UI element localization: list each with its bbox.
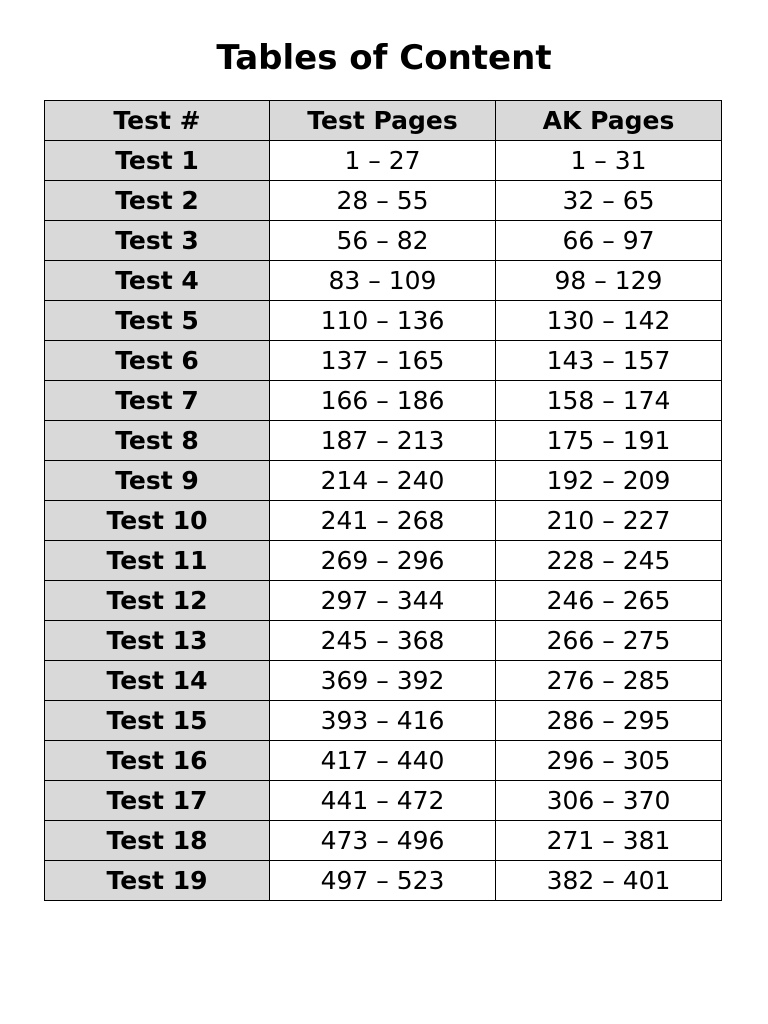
ak-pages-cell: 246 – 265 <box>496 581 722 621</box>
test-name-cell: Test 9 <box>45 461 270 501</box>
ak-pages-cell: 32 – 65 <box>496 181 722 221</box>
test-name-cell: Test 3 <box>45 221 270 261</box>
table-row <box>45 301 722 341</box>
test-name-cell: Test 17 <box>45 781 270 821</box>
test-pages-cell: 28 – 55 <box>270 181 496 221</box>
test-pages-cell: 1 – 27 <box>270 141 496 181</box>
table-row <box>45 661 722 701</box>
table-row <box>45 221 722 261</box>
test-pages-cell: 417 – 440 <box>270 741 496 781</box>
ak-pages-cell: 266 – 275 <box>496 621 722 661</box>
table-body <box>45 141 722 901</box>
table-row <box>45 541 722 581</box>
test-pages-cell: 214 – 240 <box>270 461 496 501</box>
ak-pages-cell: 306 – 370 <box>496 781 722 821</box>
test-name-cell: Test 4 <box>45 261 270 301</box>
test-pages-cell: 369 – 392 <box>270 661 496 701</box>
test-name-cell: Test 7 <box>45 381 270 421</box>
table-row <box>45 141 722 181</box>
test-pages-cell: 56 – 82 <box>270 221 496 261</box>
ak-pages-cell: 192 – 209 <box>496 461 722 501</box>
table-row <box>45 821 722 861</box>
ak-pages-cell: 276 – 285 <box>496 661 722 701</box>
table-row <box>45 781 722 821</box>
test-name-cell: Test 6 <box>45 341 270 381</box>
header-ak-pages: AK Pages <box>496 101 722 141</box>
test-pages-cell: 269 – 296 <box>270 541 496 581</box>
ak-pages-cell: 210 – 227 <box>496 501 722 541</box>
table-row <box>45 261 722 301</box>
test-name-cell: Test 19 <box>45 861 270 901</box>
test-pages-cell: 110 – 136 <box>270 301 496 341</box>
table-row <box>45 381 722 421</box>
ak-pages-cell: 271 – 381 <box>496 821 722 861</box>
test-pages-cell: 83 – 109 <box>270 261 496 301</box>
test-pages-cell: 241 – 268 <box>270 501 496 541</box>
test-name-cell: Test 12 <box>45 581 270 621</box>
test-pages-cell: 166 – 186 <box>270 381 496 421</box>
test-name-cell: Test 2 <box>45 181 270 221</box>
test-name-cell: Test 16 <box>45 741 270 781</box>
table-of-contents <box>44 100 722 901</box>
test-pages-cell: 245 – 368 <box>270 621 496 661</box>
ak-pages-cell: 98 – 129 <box>496 261 722 301</box>
test-pages-cell: 393 – 416 <box>270 701 496 741</box>
test-pages-cell: 441 – 472 <box>270 781 496 821</box>
table-row <box>45 501 722 541</box>
test-name-cell: Test 10 <box>45 501 270 541</box>
test-name-cell: Test 18 <box>45 821 270 861</box>
table-row <box>45 741 722 781</box>
test-pages-cell: 473 – 496 <box>270 821 496 861</box>
ak-pages-cell: 66 – 97 <box>496 221 722 261</box>
header-test-number: Test # <box>45 101 270 141</box>
test-pages-cell: 297 – 344 <box>270 581 496 621</box>
ak-pages-cell: 158 – 174 <box>496 381 722 421</box>
table-row <box>45 701 722 741</box>
table-header-row <box>45 101 722 141</box>
test-name-cell: Test 8 <box>45 421 270 461</box>
table-row <box>45 461 722 501</box>
page-title: Tables of Content <box>216 38 552 78</box>
test-name-cell: Test 13 <box>45 621 270 661</box>
test-name-cell: Test 11 <box>45 541 270 581</box>
header-test-pages: Test Pages <box>270 101 496 141</box>
test-pages-cell: 137 – 165 <box>270 341 496 381</box>
ak-pages-cell: 228 – 245 <box>496 541 722 581</box>
ak-pages-cell: 175 – 191 <box>496 421 722 461</box>
test-name-cell: Test 14 <box>45 661 270 701</box>
ak-pages-cell: 382 – 401 <box>496 861 722 901</box>
table-row <box>45 421 722 461</box>
ak-pages-cell: 130 – 142 <box>496 301 722 341</box>
ak-pages-cell: 286 – 295 <box>496 701 722 741</box>
test-pages-cell: 497 – 523 <box>270 861 496 901</box>
test-name-cell: Test 1 <box>45 141 270 181</box>
table-row <box>45 861 722 901</box>
table-row <box>45 581 722 621</box>
test-name-cell: Test 5 <box>45 301 270 341</box>
test-name-cell: Test 15 <box>45 701 270 741</box>
ak-pages-cell: 143 – 157 <box>496 341 722 381</box>
table-row <box>45 341 722 381</box>
ak-pages-cell: 1 – 31 <box>496 141 722 181</box>
table-row <box>45 181 722 221</box>
test-pages-cell: 187 – 213 <box>270 421 496 461</box>
table-row <box>45 621 722 661</box>
ak-pages-cell: 296 – 305 <box>496 741 722 781</box>
